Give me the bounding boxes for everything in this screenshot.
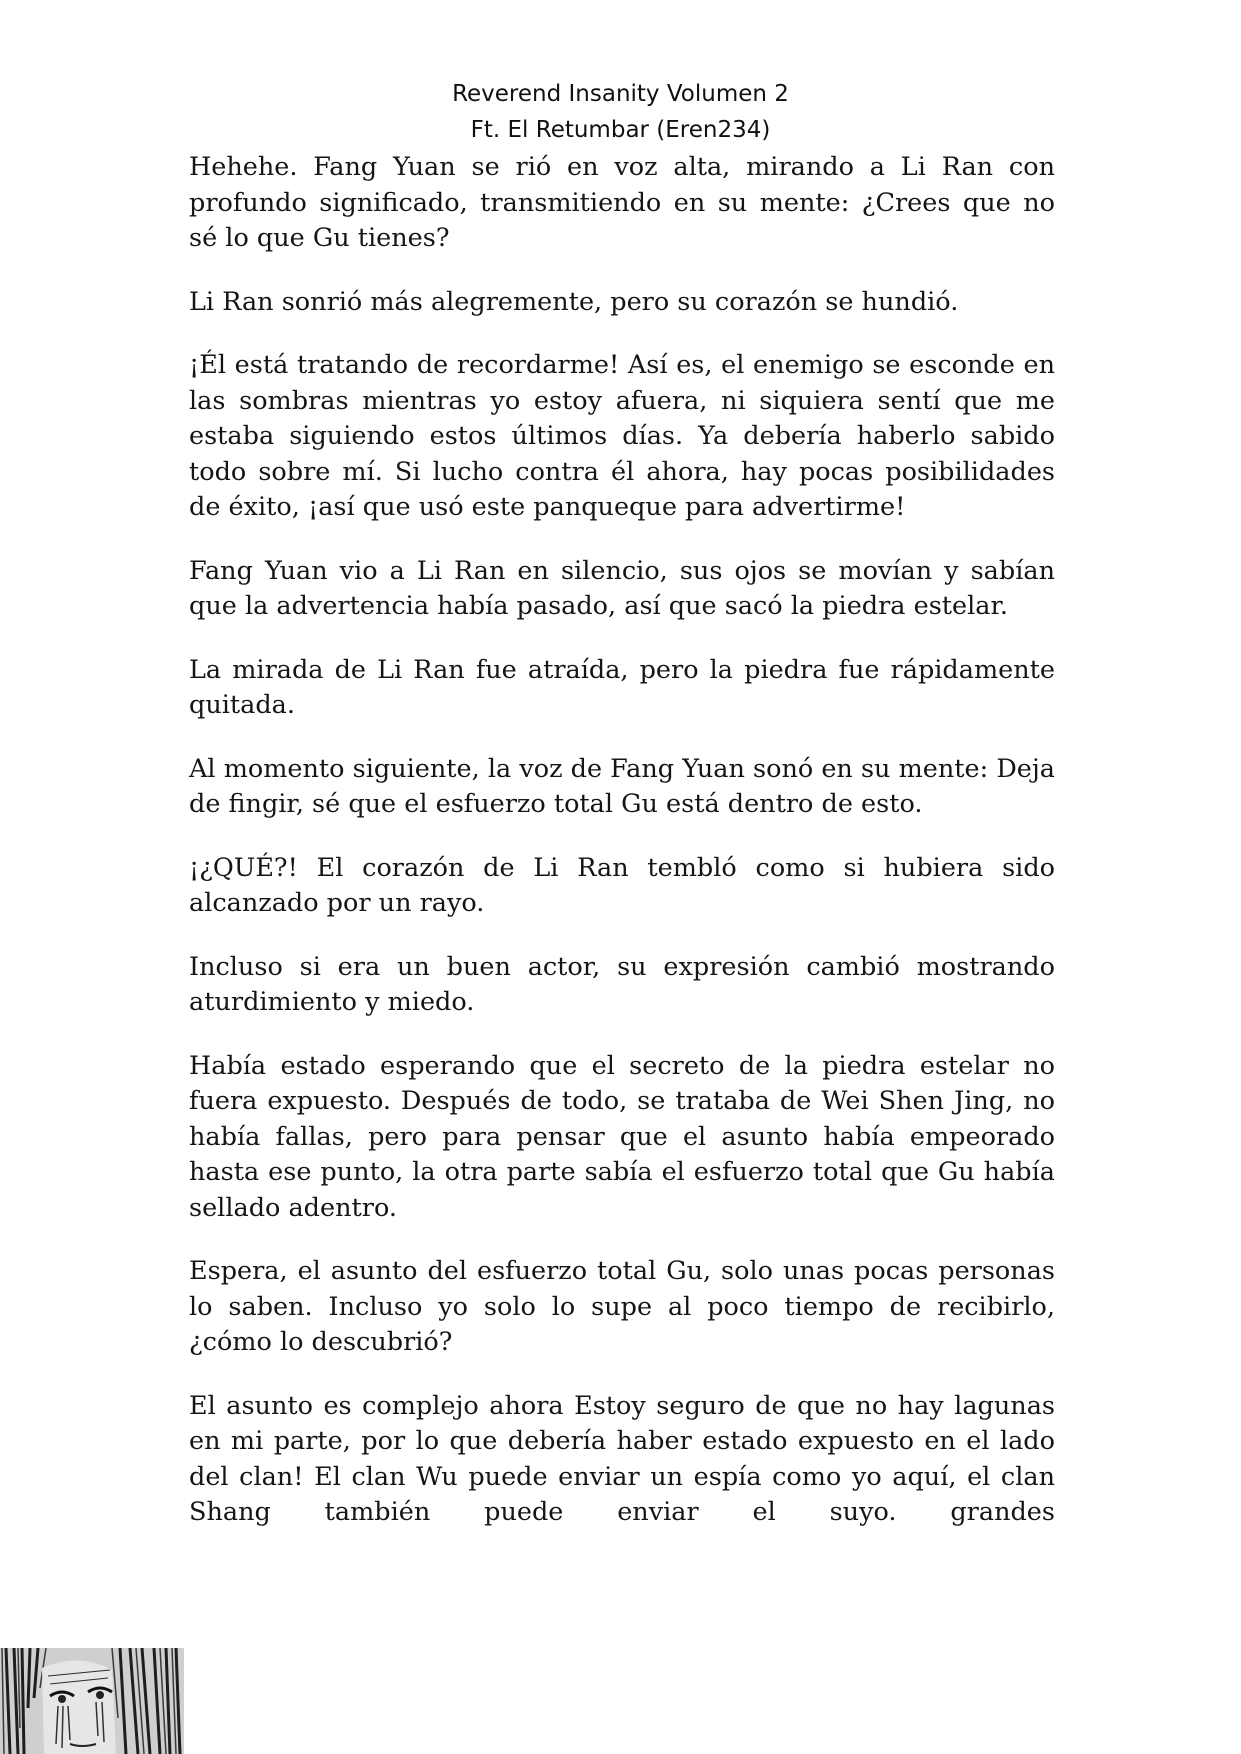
character-illustration	[0, 1648, 184, 1754]
paragraph: La mirada de Li Ran fue atraída, pero la piedra fue rápidamente quitada.	[189, 654, 1055, 720]
translator-credit: Ft. El Retumbar (Eren234)	[470, 117, 771, 143]
paragraph: Incluso si era un buen actor, su expresión cambió mostrando aturdimiento y miedo.	[189, 951, 1055, 1017]
paragraph: Había estado esperando que el secreto de la piedra estelar no fuera expuesto. Después de todo, se trataba de Wei Shen Jing, no había fallas, pero para pensar que el asunto había empeorado hasta ese punto, la otra parte sabía el esfuerzo total que Gu había sellado adentro.	[189, 1050, 1055, 1223]
paragraph: Espera, el asunto del esfuerzo total Gu, solo unas pocas personas lo saben. Incluso yo solo lo supe al poco tiempo de recibirlo, ¿cómo lo descubrió?	[189, 1256, 1055, 1357]
page-body	[189, 150, 1055, 1559]
paragraph: Fang Yuan vio a Li Ran en silencio, sus ojos se movían y sabían que la advertencia había pasado, así que sacó la piedra estelar.	[189, 555, 1055, 621]
paragraph: ¡¿QUÉ?! El corazón de Li Ran tembló como si hubiera sido alcanzado por un rayo.	[189, 852, 1055, 918]
paragraph: Li Ran sonrió más alegremente, pero su corazón se hundió.	[189, 286, 959, 317]
page-header	[0, 76, 1241, 148]
paragraph: ¡Él está tratando de recordarme! Así es, el enemigo se esconde en las sombras mientras yo estoy afuera, ni siquiera sentí que me estaba siguiendo estos últimos días. Ya debería haberlo sabido todo sobre mí. Si lucho contra él ahora, hay pocas posibilidades de éxito, ¡así que usó este panqueque para advertirme!	[189, 350, 1055, 522]
book-title: Reverend Insanity Volumen 2	[452, 81, 789, 107]
paragraph: Hehehe. Fang Yuan se rió en voz alta, mirando a Li Ran con profundo significado, transmitiendo en su mente: ¿Crees que no sé lo que Gu tienes?	[189, 152, 1055, 253]
paragraph: Al momento siguiente, la voz de Fang Yuan sonó en su mente: Deja de fingir, sé que el esfuerzo total Gu está dentro de esto.	[189, 753, 1055, 819]
paragraph: El asunto es complejo ahora Estoy seguro de que no hay lagunas en mi parte, por lo que debería haber estado expuesto en el lado del clan! El clan Wu puede enviar un espía como yo aquí, el clan Shang también puede enviar el suyo. grandes	[189, 1390, 1055, 1527]
